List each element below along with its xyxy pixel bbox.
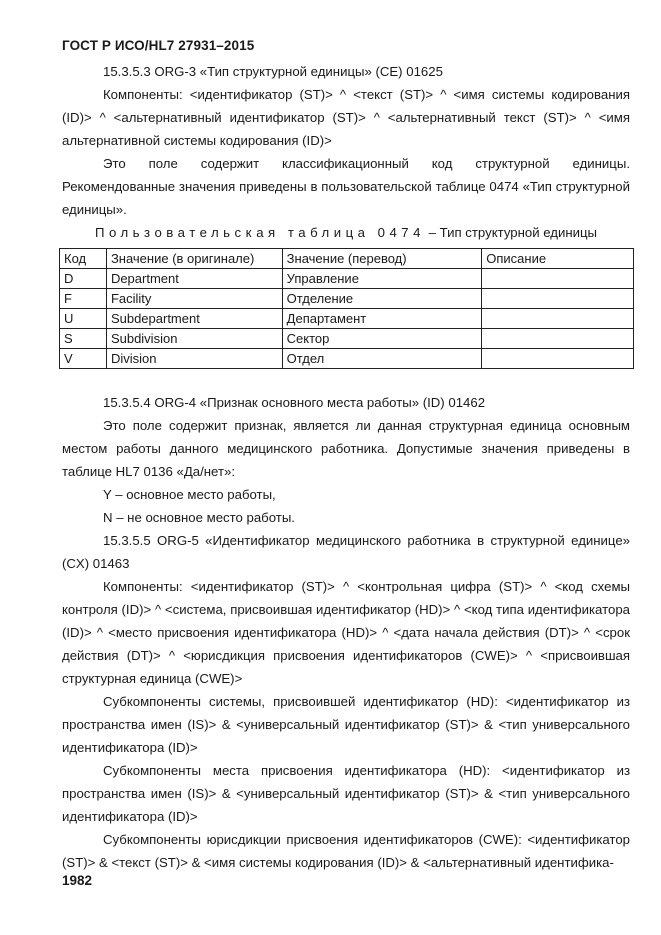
org3-description: Это поле содержит классификационный код структурной единицы. Рекомендованные значения приведены в пользовательской таблице 0474 «Тип структурной единицы».: [62, 156, 630, 217]
table-row: [60, 329, 634, 349]
cell-original: Subdivision: [106, 329, 282, 349]
cell-description: [482, 269, 634, 289]
org5-subcomponents-place: Субкомпоненты места присвоения идентификатора (HD): <идентификатор из пространства имен (IS)> & <универсальный идентификатор (ST)> & <тип универсального идентификатора (ID)>: [62, 763, 630, 824]
org5-subcomponents-system: Субкомпоненты системы, присвоившей идентификатор (HD): <идентификатор из пространства имен (IS)> & <универсальный идентификатор (ST)> & <тип универсального идентификатора (ID)>: [62, 694, 630, 755]
cell-description: [482, 329, 634, 349]
cell-translation: Сектор: [282, 329, 482, 349]
cell-translation: Отделение: [282, 289, 482, 309]
org3-components: Компоненты: <идентификатор (ST)> ^ <текст (ST)> ^ <имя системы кодирования (ID)> ^ <альтернативный идентификатор (ST)> ^ <альтернативный текст (ST)> ^ <имя альтернативной системы кодирования (ID)>: [62, 87, 630, 148]
cell-code: F: [60, 289, 107, 309]
section-heading-org4: 15.3.5.4 ORG-4 «Признак основного места работы» (ID) 01462: [103, 395, 486, 410]
cell-code: V: [60, 349, 107, 369]
org4-value-yes: Y – основное место работы,: [103, 487, 276, 502]
table-caption: [62, 221, 630, 244]
cell-description: [482, 309, 634, 329]
org4-value-no: N – не основное место работы.: [103, 510, 295, 525]
col-header-original: Значение (в оригинале): [106, 249, 282, 269]
cell-description: [482, 349, 634, 369]
table-row: [60, 349, 634, 369]
cell-code: S: [60, 329, 107, 349]
cell-code: U: [60, 309, 107, 329]
table-caption-label: Пользовательская таблица 0474: [94, 225, 425, 240]
page-number: 1982: [62, 873, 93, 888]
cell-original: Subdepartment: [106, 309, 282, 329]
table-header-row: [60, 249, 634, 269]
cell-original: Facility: [106, 289, 282, 309]
org4-description: Это поле содержит признак, является ли данная структурная единица основным местом работы данного медицинского работника. Допустимые значения приведены в таблице HL7 0136 «Да/нет»:: [62, 418, 630, 479]
section-heading-org5: 15.3.5.5 ORG-5 «Идентификатор медицинского работника в структурной единице» (CX) 01463: [62, 533, 630, 571]
cell-original: Department: [106, 269, 282, 289]
document-header: ГОСТ Р ИСО/HL7 27931–2015: [62, 38, 255, 53]
cell-code: D: [60, 269, 107, 289]
cell-translation: Отдел: [282, 349, 482, 369]
table-row: [60, 289, 634, 309]
org5-subcomponents-jurisdiction: Субкомпоненты юрисдикции присвоения идентификаторов (CWE): <идентификатор (ST)> & <текст (ST)> & <имя системы кодирования (ID)> & <альтернативный идентифика-: [62, 832, 630, 870]
table-row: [60, 309, 634, 329]
section-heading-org3: 15.3.5.3 ORG-3 «Тип структурной единицы» (CE) 01625: [103, 64, 443, 79]
cell-original: Division: [106, 349, 282, 369]
cell-description: [482, 289, 634, 309]
col-header-translation: Значение (перевод): [282, 249, 482, 269]
cell-translation: Управление: [282, 269, 482, 289]
cell-translation: Департамент: [282, 309, 482, 329]
table-caption-title: – Тип структурной единицы: [424, 225, 598, 240]
document-body: [62, 60, 630, 874]
col-header-code: Код: [60, 249, 107, 269]
table-row: [60, 269, 634, 289]
col-header-description: Описание: [482, 249, 634, 269]
org-unit-type-table: [59, 248, 634, 369]
org5-components: Компоненты: <идентификатор (ST)> ^ <контрольная цифра (ST)> ^ <код схемы контроля (ID)> ^ <система, присвоившая идентификатор (HD)> ^ <код типа идентификатора (ID)> ^ <место присвоения идентификатора (HD)> ^ <дата начала действия (DT)> ^ <срок действия (DT)> ^ <юрисдикция присвоения идентификаторов (CWE)> ^ <присвоившая структурная единица (CWE)>: [62, 579, 630, 686]
